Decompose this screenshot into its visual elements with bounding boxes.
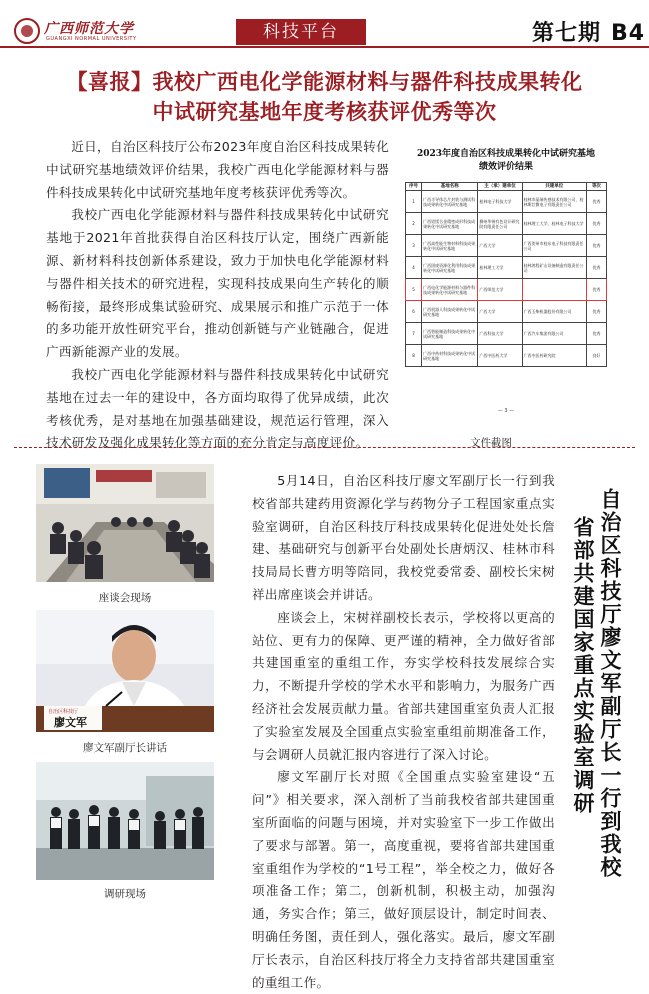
article1-paragraph: 我校广西电化学能源材料与器件科技成果转化中试研究基地在过去一年的建设中，各方面均取得了优异成绩，此次考核优秀，是对基地在加强基础建设，规范运行管理，深入技术研发及强化成果转化等方面的充分肯定与高度评价。 bbox=[46, 366, 389, 451]
table-cell bbox=[522, 279, 586, 301]
table-cell: 广西科技大学 bbox=[478, 323, 522, 345]
photo-caption-visit: 调研现场 bbox=[104, 888, 146, 900]
article2-paragraph: 座谈会上，宋树祥副校长表示，学校将以更高的站位、更有力的保障、更严谨的精神，全力做好省部共建国重室的重组工作，夯实学校科技发展综合实力，不断提升学校的学术水平和影响力，为服务广西经济社会发展贡献力量。省部共建国重室负责人汇报了实验室发展及全国重点实验室重组前期准备工作，与会调研人员就汇报内容进行了深入讨论。 bbox=[252, 609, 555, 762]
table-header-row: 序号 基地名称 主（承）建单位 共建单位 等次 bbox=[406, 183, 607, 191]
article2-title-col1: 自治区科技厅廖文军副厅长一行到我校 bbox=[598, 488, 622, 879]
section-tab: 科技平台 bbox=[236, 19, 366, 45]
table-row bbox=[406, 235, 607, 257]
table-cell: 柳州华锡有色设计研究院有限责任公司 bbox=[478, 213, 522, 235]
table-row bbox=[406, 279, 607, 301]
table-cell: 广西智能制造科技成果转化中试研究基地 bbox=[422, 323, 478, 345]
article2-body bbox=[252, 470, 555, 994]
table-cell: 广西玉柴机器股份有限公司 bbox=[522, 301, 586, 323]
table-cell: 广西中药材科技成果转化中试研究基地 bbox=[422, 345, 478, 367]
table-cell: 5 bbox=[406, 279, 422, 301]
article2-paragraph: 5月14日，自治区科技厅廖文军副厅长一行到我校省部共建药用资源化学与药物分子工程国家重点实验室调研，自治区科技厅科技成果转化促进处处长詹建、基础研究与创新平台处副处长唐炳汉、桂林市科技局局长曹方明等陪同，我校党委常委、副校长宋树祥出席座谈会并讲话。 bbox=[252, 473, 555, 602]
table-cell: 优秀 bbox=[586, 279, 606, 301]
table-cell: 广西固废资源化利用科技成果转化中试研究基地 bbox=[422, 257, 478, 279]
table-cell: 6 bbox=[406, 301, 422, 323]
university-logo-english: GUANGXI NORMAL UNIVERSITY bbox=[46, 36, 137, 42]
photo-caption-speech: 廖文军副厅长讲话 bbox=[83, 742, 167, 754]
table-row bbox=[406, 345, 607, 367]
table-cell: 广西中医药研究院 bbox=[522, 345, 586, 367]
table-cell: 良好 bbox=[586, 345, 606, 367]
article1-title-line2: 中试研究基地年度考核获评优秀等次 bbox=[152, 100, 497, 124]
table-cell: 优秀 bbox=[586, 301, 606, 323]
table-cell: 3 bbox=[406, 235, 422, 257]
document-page-number: — 3 — bbox=[497, 408, 515, 414]
photo-meeting bbox=[36, 464, 214, 582]
university-logo-text: 广西师范大学 bbox=[44, 21, 134, 37]
table-cell: 1 bbox=[406, 191, 422, 213]
table-row bbox=[406, 323, 607, 345]
table-cell: 4 bbox=[406, 257, 422, 279]
issue-number: 第七期 B4 bbox=[532, 21, 646, 46]
article2-paragraph: 廖文军副厅长对照《全国重点实验室建设“五问”》相关要求，深入剖析了当前我校省部共建国重室所面临的问题与困境，并对实验室下一步工作做出了要求与部署。第一，高度重视，要将省部共建国重室重组作为学校的“1号工程”，举全校之力，做好各项准备工作；第二，创新机制，积极主动，加强沟通，务实合作；第三，做好顶层设计，制定时间表、明确任务图，责任到人，强化落实。最后，廖文军副厅长表示，自治区科技厅将全力支持省部共建国重室的重组工作。 bbox=[252, 769, 555, 990]
document-title: 2023年度自治区科技成果转化中试研究基地 绩效评价结果 bbox=[416, 149, 596, 172]
table-row bbox=[406, 257, 607, 279]
table-cell: 2 bbox=[406, 213, 422, 235]
table-cell: 优秀 bbox=[586, 323, 606, 345]
table-cell: 7 bbox=[406, 323, 422, 345]
table-cell: 桂林市晶瑞传感技术有限公司，桂林斯壮微电子有限责任公司 bbox=[522, 191, 586, 213]
table-cell: 桂林理工大学，桂林电子科技大学 bbox=[522, 213, 586, 235]
nameplate-name: 廖文军 bbox=[54, 716, 87, 729]
photo-caption-meeting: 座谈会现场 bbox=[98, 592, 152, 604]
table-cell: 广西中医药大学 bbox=[478, 345, 522, 367]
table-row bbox=[406, 301, 607, 323]
nameplate-org: 自治区科技厅 bbox=[48, 709, 79, 715]
table-cell: 广西半导体芯片封装与测试科技成果转化中试研究基地 bbox=[422, 191, 478, 213]
article1-paragraph: 我校广西电化学能源材料与器件科技成果转化中试研究基地于2021年首批获得自治区科技厅认定，围绕广西新能源、新材料科技创新体系建设，致力于加快电化学能源材料与器件相关技术的研究进程，实现科技成果向生产转化的顺畅衔接，最终形成集试验研究、成果展示和推广示范于一体的多功能开放性研究平台，推动创新链与产业链融合，促进广西新能源产业的发展。 bbox=[46, 207, 389, 360]
table-cell: 广西机器人科技成果转化中试研究基地 bbox=[422, 301, 478, 323]
table-cell: 广西大学 bbox=[478, 235, 522, 257]
table-cell: 桂林鸿程矿山设备制造有限责任公司 bbox=[522, 257, 586, 279]
table-cell: 8 bbox=[406, 345, 422, 367]
table-cell: 广西铝镁合金精密成形科技成果转化中试研究基地 bbox=[422, 213, 478, 235]
table-cell: 广西大学 bbox=[478, 301, 522, 323]
table-row bbox=[406, 213, 607, 235]
document-caption: 文件截图 bbox=[470, 437, 512, 449]
table-cell: 广西汽车集团有限公司 bbox=[522, 323, 586, 345]
table-cell: 优秀 bbox=[586, 257, 606, 279]
table-cell: 优秀 bbox=[586, 235, 606, 257]
article1-paragraph: 近日，自治区科技厅公布2023年度自治区科技成果转化中试研究基地绩效评价结果，我校广西电化学能源材料与器件科技成果转化中试研究基地年度考核获评优秀等次。 bbox=[46, 139, 389, 200]
table-row bbox=[406, 191, 607, 213]
header-divider bbox=[0, 46, 649, 48]
photo-visit bbox=[36, 762, 214, 880]
article1-body bbox=[46, 136, 389, 455]
table-cell: 广西高性能生物材料科技成果转化中试研究基地 bbox=[422, 235, 478, 257]
table-cell: 广西电化学能源材料与器件科技成果转化中试研究基地 bbox=[422, 279, 478, 301]
article2-title-col2: 省部共建国家重点实验室调研 bbox=[571, 516, 595, 815]
university-seal-icon bbox=[14, 18, 40, 44]
table-cell: 广西师范大学 bbox=[478, 279, 522, 301]
table-cell: 桂林电子科技大学 bbox=[478, 191, 522, 213]
evaluation-document-image bbox=[395, 140, 617, 426]
table-cell: 桂林理工大学 bbox=[478, 257, 522, 279]
section-divider bbox=[14, 447, 635, 448]
article1-title-line1: 【喜报】我校广西电化学能源材料与器件科技成果转化 bbox=[66, 70, 583, 94]
table-cell: 广西贺州市桂东电子科技有限责任公司 bbox=[522, 235, 586, 257]
evaluation-table bbox=[405, 182, 607, 367]
photo-speech bbox=[36, 610, 214, 732]
table-cell: 优秀 bbox=[586, 213, 606, 235]
table-cell: 优秀 bbox=[586, 191, 606, 213]
